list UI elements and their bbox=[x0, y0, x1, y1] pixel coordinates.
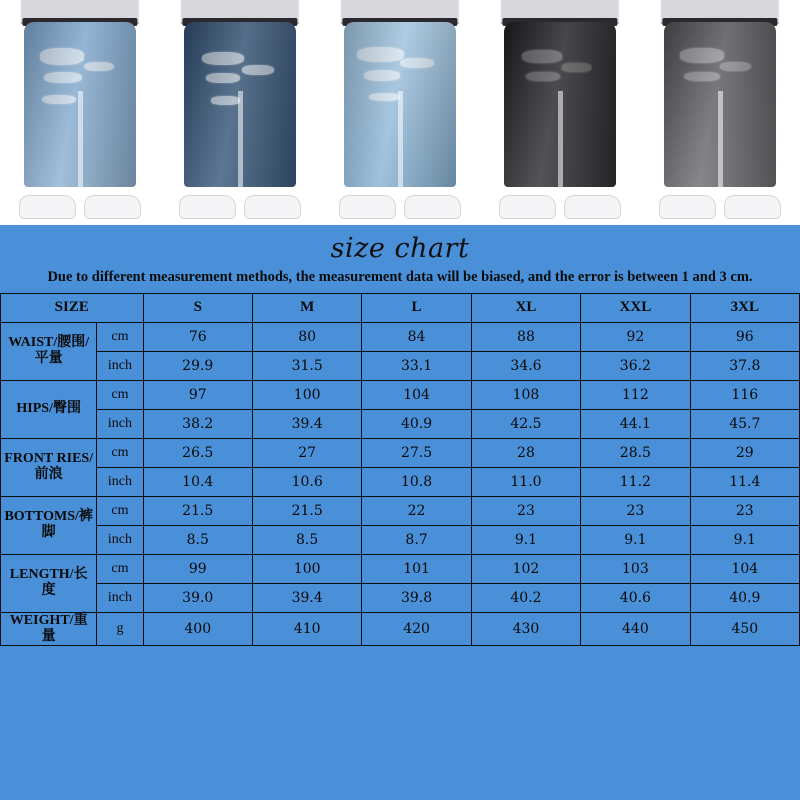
value-cell: 45.7 bbox=[690, 409, 799, 438]
model-figure bbox=[0, 0, 160, 225]
value-cell: 39.0 bbox=[143, 583, 252, 612]
value-cell: 8.5 bbox=[252, 525, 361, 554]
unit-cell: inch bbox=[97, 583, 143, 612]
value-cell: 36.2 bbox=[581, 351, 690, 380]
shoe-left bbox=[179, 195, 235, 219]
product-photo-5 bbox=[640, 0, 800, 225]
table-row bbox=[1, 554, 800, 583]
value-cell: 38.2 bbox=[143, 409, 252, 438]
shoe-right bbox=[84, 195, 140, 219]
product-photo-3 bbox=[320, 0, 480, 225]
jeans-pale-blue-ripped bbox=[344, 22, 456, 187]
value-cell: 39.4 bbox=[252, 583, 361, 612]
value-cell: 29 bbox=[690, 438, 799, 467]
value-cell: 21.5 bbox=[143, 496, 252, 525]
shoe-right bbox=[724, 195, 780, 219]
value-cell: 102 bbox=[471, 554, 580, 583]
unit-cell: inch bbox=[97, 409, 143, 438]
value-cell: 97 bbox=[143, 380, 252, 409]
chart-measurement-note: Due to different measurement methods, the measurement data will be biased, and the error is between 1 and 3 cm. bbox=[47, 269, 753, 285]
header-size-xxl: XXL bbox=[581, 293, 690, 322]
value-cell: 84 bbox=[362, 322, 471, 351]
value-cell: 31.5 bbox=[252, 351, 361, 380]
product-photo-strip bbox=[0, 0, 800, 225]
shoe-right bbox=[564, 195, 620, 219]
value-cell: 88 bbox=[471, 322, 580, 351]
value-cell: 10.6 bbox=[252, 467, 361, 496]
table-header-row bbox=[1, 293, 800, 322]
shoe-left bbox=[659, 195, 715, 219]
value-cell: 27.5 bbox=[362, 438, 471, 467]
table-row bbox=[1, 322, 800, 351]
jeans-grey-ripped bbox=[664, 22, 776, 187]
unit-cell: cm bbox=[97, 322, 143, 351]
value-cell: 44.1 bbox=[581, 409, 690, 438]
value-cell: 100 bbox=[252, 554, 361, 583]
jeans-black-ripped bbox=[504, 22, 616, 187]
header-size-m: M bbox=[252, 293, 361, 322]
value-cell: 112 bbox=[581, 380, 690, 409]
header-size-s: S bbox=[143, 293, 252, 322]
unit-cell: inch bbox=[97, 351, 143, 380]
value-cell: 39.8 bbox=[362, 583, 471, 612]
table-row bbox=[1, 525, 800, 554]
shoe-left bbox=[19, 195, 75, 219]
model-figure bbox=[160, 0, 320, 225]
value-cell: 8.5 bbox=[143, 525, 252, 554]
value-cell: 440 bbox=[581, 612, 690, 645]
table-row bbox=[1, 496, 800, 525]
value-cell: 11.0 bbox=[471, 467, 580, 496]
value-cell: 11.4 bbox=[690, 467, 799, 496]
value-cell: 28.5 bbox=[581, 438, 690, 467]
header-size-xl: XL bbox=[471, 293, 580, 322]
value-cell: 39.4 bbox=[252, 409, 361, 438]
value-cell: 92 bbox=[581, 322, 690, 351]
shoe-right bbox=[244, 195, 300, 219]
unit-cell: cm bbox=[97, 496, 143, 525]
jeans-dark-blue-ripped bbox=[184, 22, 296, 187]
value-cell: 101 bbox=[362, 554, 471, 583]
value-cell: 42.5 bbox=[471, 409, 580, 438]
value-cell: 40.2 bbox=[471, 583, 580, 612]
value-cell: 10.4 bbox=[143, 467, 252, 496]
value-cell: 9.1 bbox=[690, 525, 799, 554]
value-cell: 420 bbox=[362, 612, 471, 645]
table-row bbox=[1, 583, 800, 612]
value-cell: 103 bbox=[581, 554, 690, 583]
product-photo-4 bbox=[480, 0, 640, 225]
value-cell: 100 bbox=[252, 380, 361, 409]
value-cell: 104 bbox=[362, 380, 471, 409]
unit-cell: inch bbox=[97, 525, 143, 554]
header-size-3xl: 3XL bbox=[690, 293, 799, 322]
product-photo-2 bbox=[160, 0, 320, 225]
value-cell: 23 bbox=[690, 496, 799, 525]
value-cell: 22 bbox=[362, 496, 471, 525]
header-size-l: L bbox=[362, 293, 471, 322]
table-row bbox=[1, 612, 800, 645]
row-label-front-ries: FRONT RIES/前浪 bbox=[1, 438, 97, 496]
size-chart-panel bbox=[0, 225, 800, 800]
chart-title: size chart bbox=[330, 233, 470, 264]
value-cell: 40.9 bbox=[362, 409, 471, 438]
unit-cell: cm bbox=[97, 438, 143, 467]
table-row bbox=[1, 380, 800, 409]
value-cell: 27 bbox=[252, 438, 361, 467]
value-cell: 400 bbox=[143, 612, 252, 645]
table-row bbox=[1, 351, 800, 380]
row-label-length: LENGTH/长度 bbox=[1, 554, 97, 612]
unit-cell: g bbox=[97, 612, 143, 645]
value-cell: 104 bbox=[690, 554, 799, 583]
value-cell: 80 bbox=[252, 322, 361, 351]
table-row bbox=[1, 409, 800, 438]
shoe-right bbox=[404, 195, 460, 219]
value-cell: 40.9 bbox=[690, 583, 799, 612]
value-cell: 23 bbox=[471, 496, 580, 525]
value-cell: 28 bbox=[471, 438, 580, 467]
jeans-light-blue-ripped bbox=[24, 22, 136, 187]
shoe-left bbox=[339, 195, 395, 219]
value-cell: 96 bbox=[690, 322, 799, 351]
value-cell: 76 bbox=[143, 322, 252, 351]
table-row bbox=[1, 438, 800, 467]
value-cell: 116 bbox=[690, 380, 799, 409]
value-cell: 9.1 bbox=[581, 525, 690, 554]
model-figure bbox=[480, 0, 640, 225]
value-cell: 10.8 bbox=[362, 467, 471, 496]
value-cell: 8.7 bbox=[362, 525, 471, 554]
unit-cell: cm bbox=[97, 554, 143, 583]
model-figure bbox=[320, 0, 480, 225]
row-label-hips: HIPS/臀围 bbox=[1, 380, 97, 438]
row-label-bottoms: BOTTOMS/裤脚 bbox=[1, 496, 97, 554]
row-label-waist: WAIST/腰围/平量 bbox=[1, 322, 97, 380]
table-row bbox=[1, 467, 800, 496]
value-cell: 40.6 bbox=[581, 583, 690, 612]
value-cell: 410 bbox=[252, 612, 361, 645]
value-cell: 34.6 bbox=[471, 351, 580, 380]
product-photo-1 bbox=[0, 0, 160, 225]
value-cell: 33.1 bbox=[362, 351, 471, 380]
model-figure bbox=[640, 0, 800, 225]
value-cell: 26.5 bbox=[143, 438, 252, 467]
value-cell: 430 bbox=[471, 612, 580, 645]
value-cell: 29.9 bbox=[143, 351, 252, 380]
header-size-label: SIZE bbox=[1, 293, 144, 322]
value-cell: 23 bbox=[581, 496, 690, 525]
value-cell: 450 bbox=[690, 612, 799, 645]
value-cell: 108 bbox=[471, 380, 580, 409]
shoe-left bbox=[499, 195, 555, 219]
value-cell: 21.5 bbox=[252, 496, 361, 525]
value-cell: 37.8 bbox=[690, 351, 799, 380]
value-cell: 99 bbox=[143, 554, 252, 583]
unit-cell: inch bbox=[97, 467, 143, 496]
size-table bbox=[0, 293, 800, 646]
value-cell: 9.1 bbox=[471, 525, 580, 554]
unit-cell: cm bbox=[97, 380, 143, 409]
value-cell: 11.2 bbox=[581, 467, 690, 496]
row-label-weight: WEIGHT/重量 bbox=[1, 612, 97, 645]
